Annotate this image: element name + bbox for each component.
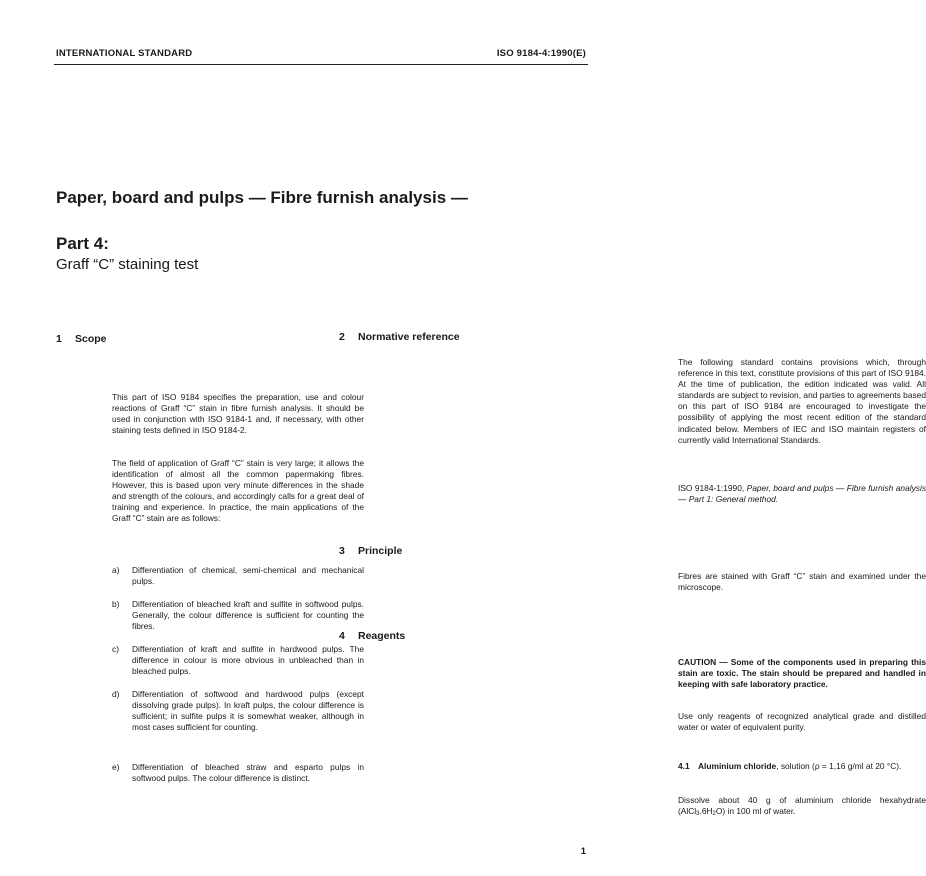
document-subtitle: Graff “C” staining test xyxy=(56,256,199,273)
reagent-number: 4.1 xyxy=(678,761,690,771)
document-title: Paper, board and pulps — Fibre furnish analysis — xyxy=(56,188,468,207)
reference-code: ISO 9184-1:1990, xyxy=(678,483,745,493)
section-heading-scope xyxy=(56,333,107,345)
section-number: 2 xyxy=(339,331,345,343)
prep-subscript: 3 xyxy=(696,811,700,818)
reagent-name: Aluminium chloride xyxy=(698,761,777,771)
list-item-text: Differentiation of chemical, semi-chemical and mechanical pulps. xyxy=(132,565,364,587)
list-item-label: e) xyxy=(112,762,120,772)
prep-text-c: O) in 100 ml of water. xyxy=(715,806,796,817)
list-item-label: b) xyxy=(112,599,120,609)
list-item-label: c) xyxy=(112,644,119,654)
section-number: 4 xyxy=(339,630,345,642)
prep-text-b: .6H xyxy=(699,806,713,817)
list-item-text: Differentiation of kraft and sulfite in hardwood pulps. The difference in colour is more obvious in unbleached than in bleached pulps. xyxy=(132,644,364,677)
reagents-paragraph: Use only reagents of recognized analytical grade and distilled water or water of equivalent purity. xyxy=(678,711,926,733)
list-item xyxy=(112,565,364,587)
reference-title: Paper, board and pulps — Fibre furnish analysis — Part 1: General method. xyxy=(678,483,926,505)
prep-text-a: Dissolve about 40 g of aluminium chloride hexahydrate (AlCl xyxy=(678,795,926,817)
normative-reference-entry xyxy=(678,483,926,505)
section-number: 1 xyxy=(56,333,62,345)
principle-paragraph: Fibres are stained with Graff “C” stain and examined under the microscope. xyxy=(678,571,926,593)
section-heading-principle xyxy=(339,545,402,557)
reagent-4-1-preparation xyxy=(678,795,926,820)
normative-paragraph: The following standard contains provisions which, through reference in this text, constitute provisions of this part of ISO 9184. At the time of publication, the edition indicated was valid. All standards are subject to revision, and parties to agreements based on this part of ISO 9184 are encouraged to investigate the possibility of applying the most recent edition of the standard indicated below. Members of IEC and ISO maintain registers of currently valid International Standards. xyxy=(678,357,926,445)
section-heading-normative-reference xyxy=(339,331,460,343)
list-item xyxy=(112,689,364,733)
header-document-number: ISO 9184-4:1990(E) xyxy=(496,48,586,59)
list-item-label: d) xyxy=(112,689,120,699)
list-item xyxy=(112,762,364,784)
list-item-label: a) xyxy=(112,565,120,575)
header-standard-label: INTERNATIONAL STANDARD xyxy=(56,48,193,59)
part-label: Part 4: xyxy=(56,234,109,253)
section-title: Principle xyxy=(358,545,403,557)
section-title: Reagents xyxy=(358,630,406,642)
list-item-text: Differentiation of bleached straw and esparto pulps in softwood pulps. The colour difference is distinct. xyxy=(132,762,364,784)
prep-subscript: 2 xyxy=(712,811,716,818)
reagent-4-1 xyxy=(678,761,926,772)
section-heading-reagents xyxy=(339,630,405,642)
section-number: 3 xyxy=(339,545,345,557)
page-number: 1 xyxy=(580,846,586,857)
header-rule xyxy=(54,64,588,65)
list-item-text: Differentiation of bleached kraft and sulfite in softwood pulps. Generally, the colour difference is sufficient for counting the fibres. xyxy=(132,599,364,632)
list-item-text: Differentiation of softwood and hardwood pulps (except dissolving grade pulps). In kraft pulps, the colour difference is sufficient; in sulfite pulps it is somewhat weaker, although in most cases sufficient for counting. xyxy=(132,689,364,733)
list-item xyxy=(112,644,364,677)
scope-paragraph-1: This part of ISO 9184 specifies the preparation, use and colour reactions of Graff “C” stain in fibre furnish analysis. It should be used in conjunction with ISO 9184-1 and, if necessary, with other staining tests defined in ISO 9184-2. xyxy=(112,392,364,436)
scope-paragraph-2: The field of application of Graff “C” stain is very large; it allows the identification of almost all the common papermaking fibres. However, this is based upon very minute differences in the shade and strength of the colours, and accordingly calls for a great deal of training and experience. In practice, the main applications of the Graff “C” stain are as follows: xyxy=(112,458,364,524)
list-item xyxy=(112,599,364,632)
section-title: Scope xyxy=(75,333,107,345)
caution-note: CAUTION — Some of the components used in preparing this stain are toxic. The stain should be prepared and handled in keeping with safe laboratory practice. xyxy=(678,657,926,690)
section-title: Normative reference xyxy=(358,331,460,343)
reagent-spec: , solution (ρ = 1,16 g/ml at 20 °C). xyxy=(776,761,902,771)
